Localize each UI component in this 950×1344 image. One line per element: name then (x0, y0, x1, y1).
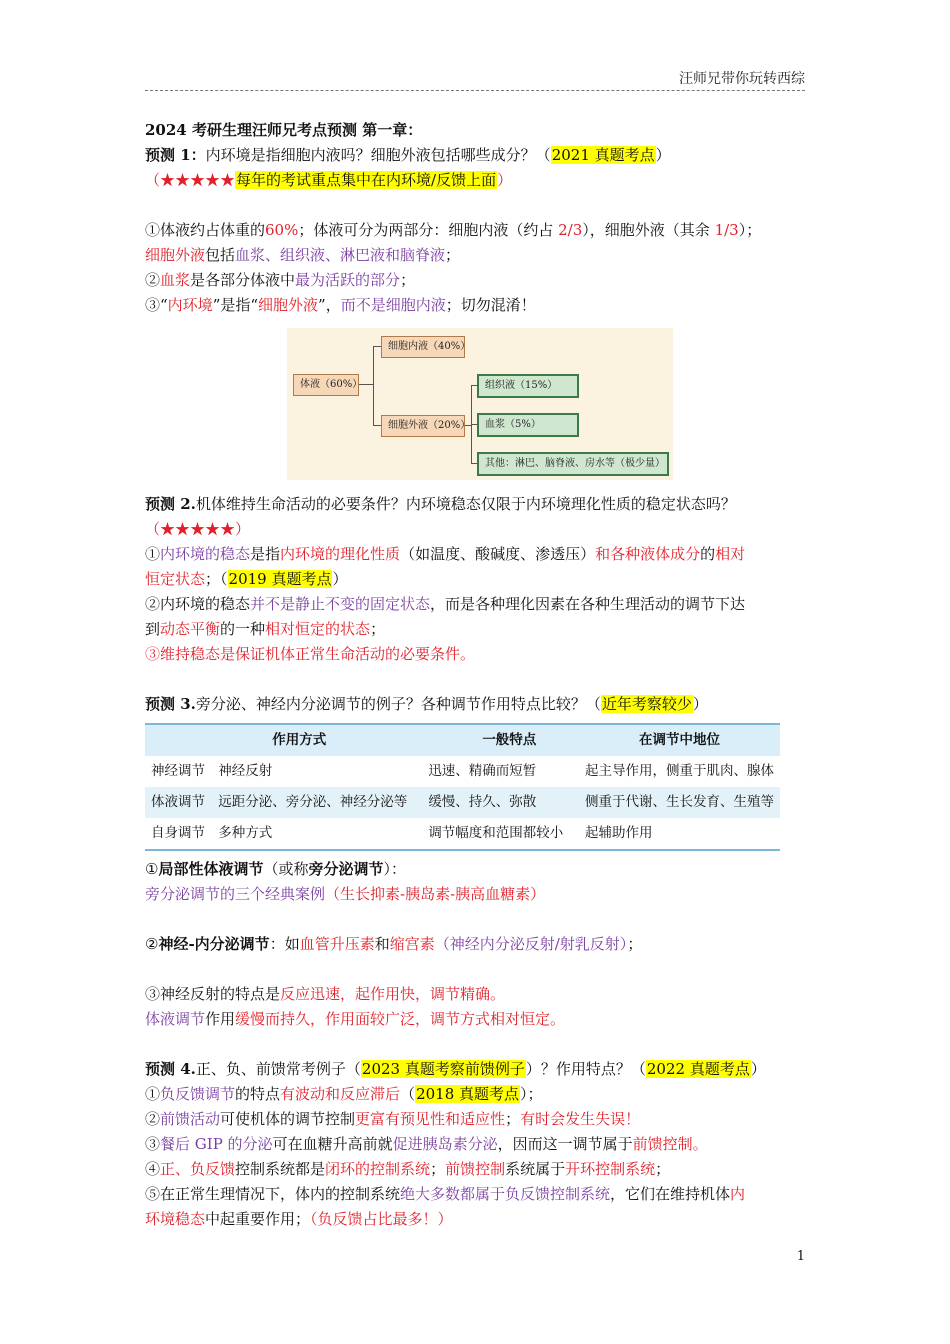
text-span: 血浆、组织液、淋巴液和脑脊液 (235, 246, 446, 264)
text-span: 系统属于 (505, 1160, 566, 1178)
q2-question-line (145, 492, 807, 517)
text-span: ；体液可分为两部分：细胞内液（约占 (298, 221, 559, 239)
text-span: ； (505, 1110, 521, 1128)
q3-close: ） (692, 695, 708, 713)
q4-question: 正、负、前馈常考例子（ (195, 1060, 361, 1078)
header-title: 汪师兄带你玩转西综 (679, 71, 805, 87)
text-span: 是各部分体液中 (190, 271, 296, 289)
text-span: ； (627, 935, 643, 953)
text-span: ；切勿混淆！ (445, 296, 536, 314)
text-span: 闭环的控制系统 (325, 1160, 431, 1178)
text-span: 旁分泌调节的三个经典案例 (145, 885, 326, 903)
text-span: ① (145, 1085, 161, 1103)
text-span: 细胞外液 (145, 246, 206, 264)
text-span: 负反馈调节 (160, 1085, 236, 1103)
q2-stars: （★★★★★） (145, 520, 251, 538)
text-span: 1/3 (714, 221, 739, 239)
q4-label: 预测 4. (145, 1060, 196, 1078)
q4-mid: ）？作用特点？（ (525, 1060, 646, 1078)
text-span: ② (145, 271, 161, 289)
q4-point-5b (145, 1207, 807, 1232)
text-span: 反应迅速，起作用快，调节精确。 (280, 985, 506, 1003)
q4-point-1 (145, 1082, 807, 1107)
table-cell: 迅速、精确而短暂 (428, 763, 537, 779)
text-span: ② (145, 1110, 161, 1128)
q1-point-1 (145, 218, 807, 243)
q1-tag: 2021 真题考点 (551, 146, 655, 164)
text-span: 而不是细胞内液 (340, 296, 446, 314)
text-span: ”是指“ (212, 296, 259, 314)
text-span: 相对 (715, 545, 746, 563)
q2-tag: 2019 真题考点 (228, 570, 332, 588)
text-span: （负反馈占比最多！） (310, 1210, 453, 1228)
node-other-fluids: 其他：淋巴、脑脊液、房水等（极少量） (477, 452, 669, 476)
text-span: 动态平衡 (160, 620, 221, 638)
doc-title: 2024 考研生理汪师兄考点预测 第一章： (145, 121, 423, 139)
text-span: ； (430, 1160, 446, 1178)
text-span: ③“ (145, 296, 168, 314)
table-cell: 调节幅度和范围都较小 (422, 818, 579, 850)
q3-point-2 (145, 932, 807, 957)
table-cell: 自身调节 (145, 818, 212, 850)
table-cell: 远距分泌、旁分泌、神经分泌等 (212, 787, 422, 818)
regulation-comparison-table (145, 723, 780, 851)
text-span: ② (145, 935, 159, 953)
text-span: 局部性体液调节 (158, 860, 264, 878)
text-span: 环境稳态 (145, 1210, 206, 1228)
text-span: ；（ (205, 570, 228, 588)
text-span: 血管升压素 (299, 935, 375, 953)
q4-close: ） (750, 1060, 766, 1078)
q2-label: 预测 2. (145, 495, 196, 513)
text-span: 和 (374, 935, 390, 953)
text-span: 2/3 (558, 221, 583, 239)
q1-label: 预测 1： (145, 146, 206, 164)
text-span: 前馈控制。 (632, 1135, 708, 1153)
q3-label: 预测 3. (145, 695, 196, 713)
text-span: ），细胞外液（其余 (582, 221, 715, 239)
q2-point-1b (145, 567, 807, 592)
table-header-row (145, 724, 780, 756)
text-span: 血浆 (160, 271, 191, 289)
q3-point-3 (145, 982, 807, 1007)
q1-question: 内环境是指细胞内液吗？细胞外液包括哪些成分？（ (205, 146, 551, 164)
table-row (145, 818, 780, 850)
text-span: 前馈控制 (445, 1160, 506, 1178)
text-span: ③神经反射的特点是 (145, 985, 281, 1003)
q2-point-2b (145, 617, 807, 642)
text-span: ① (145, 545, 161, 563)
text-span: 餐后 GIP 的分泌 (160, 1135, 273, 1153)
text-span: （如温度、酸碱度、渗透压） (400, 545, 596, 563)
text-span: 的特点 (235, 1085, 281, 1103)
text-span: ：如 (269, 935, 300, 953)
q1-stars: ★★★★★ (160, 171, 236, 189)
connector (373, 346, 381, 347)
node-tissue-fluid: 组织液（15%） (477, 374, 579, 398)
q4-tag-2: 2022 真题考点 (646, 1060, 750, 1078)
body-fluid-diagram (287, 328, 673, 480)
text-span: （ (400, 1085, 416, 1103)
text-span: 开环控制系统 (565, 1160, 656, 1178)
q4-tag-1: 2023 真题考察前馈例子 (361, 1060, 525, 1078)
text-span: 恒定状态 (145, 570, 206, 588)
table-cell: 多种方式 (212, 818, 422, 850)
text-span: 缩宫素 (389, 935, 435, 953)
table-cell: 神经调节 (151, 763, 205, 779)
text-span: （或称 (263, 860, 309, 878)
text-span: 的 (700, 545, 716, 563)
text-span: 绝大多数都属于负反馈控制系统 (400, 1185, 611, 1203)
q3-point-3b (145, 1007, 807, 1032)
text-span: 相对恒定的状态 (265, 620, 371, 638)
text-span: 缓慢而持久，作用面较广泛，调节方式相对恒定。 (235, 1010, 566, 1028)
text-span: ； (655, 1160, 671, 1178)
text-span: 控制系统都是 (235, 1160, 326, 1178)
table-cell: 侧重于代谢、生长发育、生殖等 (579, 787, 780, 818)
text-span: ； (370, 620, 386, 638)
text-span: ）； (738, 221, 762, 239)
text-span: ⑤在正常生理情况下，体内的控制系统 (145, 1185, 401, 1203)
connector (373, 346, 374, 426)
q3-tag: 近年考察较少 (601, 695, 692, 713)
q1-point-2 (145, 268, 807, 293)
text-span: ）： (383, 860, 407, 878)
text-span: 包括 (205, 246, 236, 264)
q4-point-2 (145, 1107, 807, 1132)
text-span: 60% (265, 221, 299, 239)
node-extracellular: 细胞外液（20%） (381, 415, 465, 437)
table-cell: 起主导作用，侧重于肌肉、腺体 (585, 763, 774, 779)
text-span: ） (332, 570, 348, 588)
q3-question-line (145, 692, 807, 717)
page-number: 1 (796, 1249, 805, 1264)
table-header: 一般特点 (422, 724, 579, 756)
text-span: 内环境的理化性质 (280, 545, 401, 563)
table-row (145, 756, 780, 787)
q1-point-1b (145, 243, 807, 268)
text-span: 中起重要作用； (205, 1210, 311, 1228)
header-divider (145, 90, 805, 91)
text-span: 促进胰岛素分泌 (392, 1135, 498, 1153)
text-span: 可使机体的调节控制 (220, 1110, 356, 1128)
text-span: 液体成分 (640, 545, 701, 563)
text-span: ； (445, 246, 461, 264)
table-cell: 体液调节 (145, 787, 212, 818)
text-span: ④ (145, 1160, 161, 1178)
text-span: ① (145, 860, 159, 878)
document-body (145, 118, 807, 1232)
q3-point-1b (145, 882, 807, 907)
text-span: 旁分泌调节 (308, 860, 384, 878)
q3-point-1 (145, 857, 807, 882)
table-header (145, 724, 212, 756)
q4-point-4 (145, 1157, 807, 1182)
q1-stars-note: 每年的考试重点集中在内环境/反馈上面 (236, 171, 497, 189)
text-span: 正、负反馈 (160, 1160, 236, 1178)
q4-tag-3: 2018 真题考点 (416, 1085, 520, 1103)
text-span: 可在血糖升高前就 (272, 1135, 393, 1153)
text-span: 最为活跃的部分 (295, 271, 401, 289)
q3-question: 旁分泌、神经内分泌调节的例子？各种调节作用特点比较？（ (195, 695, 601, 713)
table-cell: 起辅助作用 (579, 818, 780, 850)
q4-point-3 (145, 1132, 807, 1157)
text-span: ； (400, 271, 416, 289)
text-span: 细胞外液 (258, 296, 319, 314)
node-plasma: 血浆（5%） (477, 413, 579, 437)
text-span: 更富有预见性和适应性 (355, 1110, 506, 1128)
connector (373, 425, 381, 426)
q2-point-3: ③维持稳态是保证机体正常生命活动的必要条件。 (145, 645, 476, 663)
text-span: 的一种 (220, 620, 266, 638)
q1-point-3 (145, 293, 807, 318)
text-span: 作用 (205, 1010, 236, 1028)
text-span: 是指 (250, 545, 281, 563)
q1-stars-open: （ (145, 171, 161, 189)
q2-question: 机体维持生命活动的必要条件？内环境稳态仅限于内环境理化性质的稳定状态吗？ (195, 495, 736, 513)
text-span: 神经-内分泌调节 (158, 935, 270, 953)
text-span: ，而是各种理化因素在各种生理活动的调节下达 (430, 595, 746, 613)
text-span: （生长抑素-胰岛素-胰高血糖素） (325, 885, 546, 903)
text-span: ②内环境的稳态 (145, 595, 251, 613)
text-span: 有时会发生失误！ (520, 1110, 641, 1128)
text-span: 内 (730, 1185, 746, 1203)
text-span: 并不是静止不变的固定状态 (250, 595, 431, 613)
text-span: ，它们在维持机体 (610, 1185, 731, 1203)
table-cell: 缓慢、持久、弥散 (422, 787, 579, 818)
q1-stars-close: ） (497, 171, 513, 189)
q4-point-5 (145, 1182, 807, 1207)
text-span: ”， (318, 296, 341, 314)
q2-point-2 (145, 592, 807, 617)
table-row (145, 787, 780, 818)
q2-point-1 (145, 542, 807, 567)
text-span: 体液调节 (145, 1010, 206, 1028)
text-span: 内环境 (167, 296, 213, 314)
text-span: ③ (145, 1135, 161, 1153)
text-span: 内环境的稳态 (160, 545, 251, 563)
text-span: 有波动和反应滞后 (280, 1085, 401, 1103)
text-span: 和各种 (595, 545, 641, 563)
text-span: 到 (145, 620, 161, 638)
text-span: 前馈活动 (160, 1110, 221, 1128)
text-span: ，因而这一调节属于 (497, 1135, 633, 1153)
q1-stars-line (145, 168, 807, 193)
q1-question-line (145, 143, 807, 168)
q4-question-line (145, 1057, 807, 1082)
q1-close: ） (655, 146, 671, 164)
table-header: 作用方式 (212, 724, 422, 756)
text-span: （神经内分泌反射/射乳反射） (434, 935, 628, 953)
text-span: ）； (520, 1085, 543, 1103)
text-span: ①体液约占体重的 (145, 221, 266, 239)
table-header: 在调节中地位 (579, 724, 780, 756)
table-cell: 神经反射 (218, 763, 273, 779)
node-intracellular: 细胞内液（40%） (381, 336, 465, 358)
node-body-fluid: 体液（60%） (293, 374, 359, 396)
